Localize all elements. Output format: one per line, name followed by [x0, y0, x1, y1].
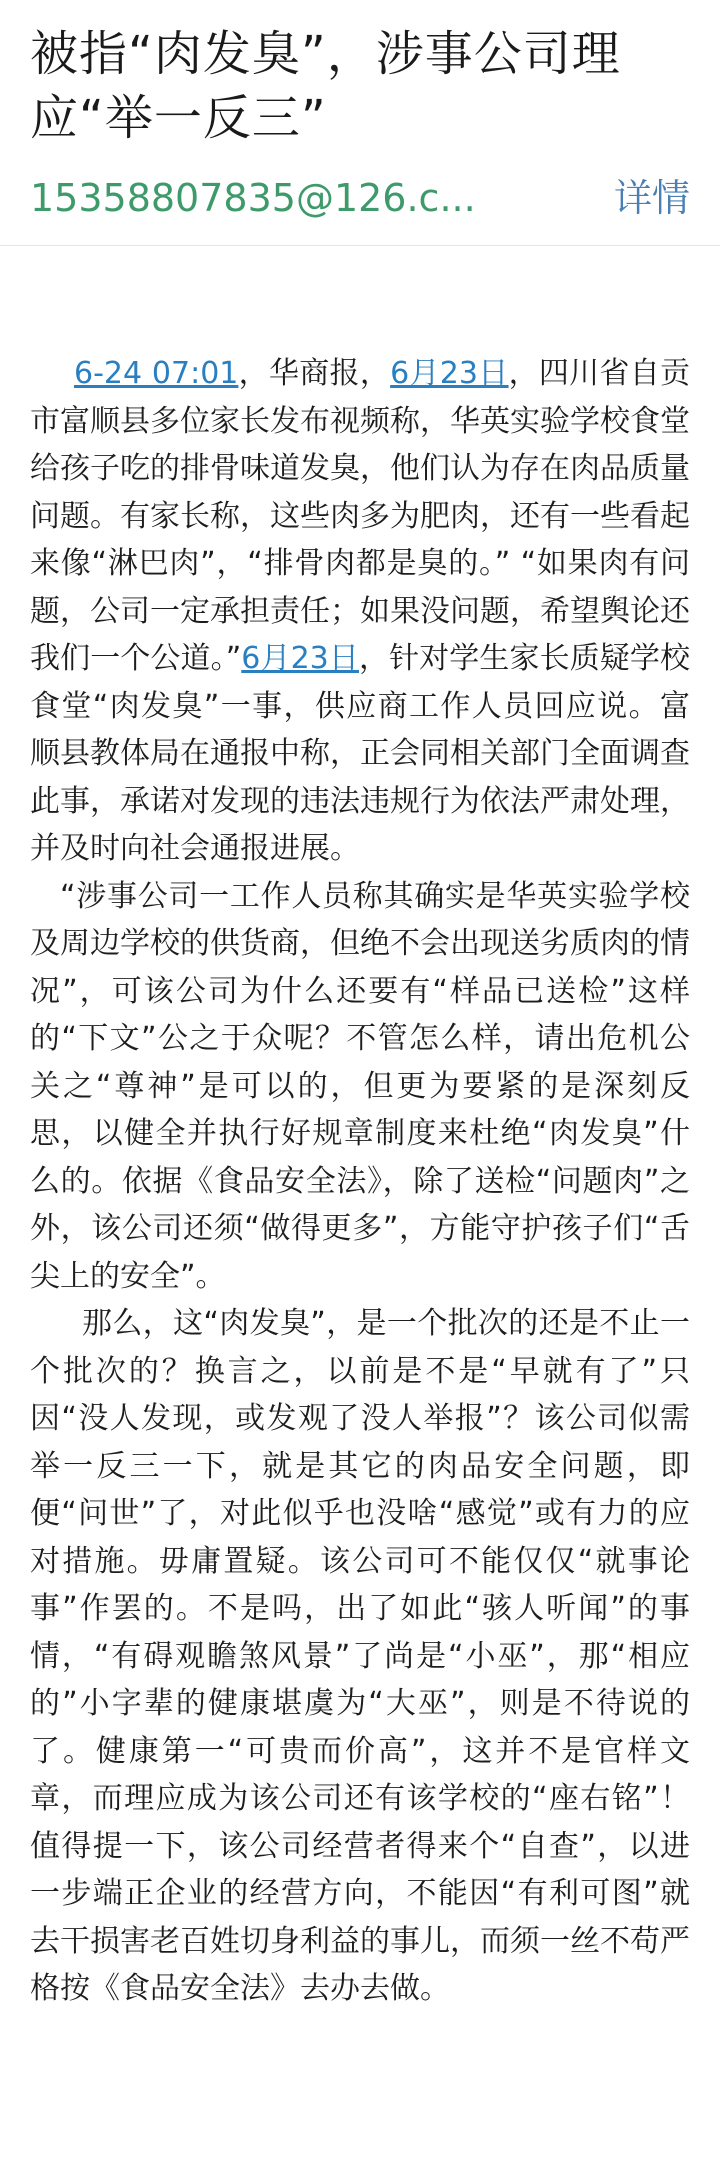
paragraph-text: ，四川省自贡市富顺县多位家长发布视频称，华英实验学校食堂给孩子吃的排骨味道发臭，他们认为存在肉品质量问题。有家长称，这些肉多为肥肉，还有一些看起来像“淋巴肉”，“排骨肉都是臭的。” “如果肉有问题，公司一定承担责任；如果没问题，希望舆论还我们一个公道。” [30, 356, 691, 676]
email-header [0, 0, 720, 246]
email-body [30, 350, 690, 2013]
paragraph: 那么，这“肉发臭”，是一个批次的还是不止一个批次的？换言之，以前是不是“早就有了”只因“没人发现，或发观了没人举报”？该公司似需举一反三一下，就是其它的肉品安全问题，即便“问世”了，对此似乎也没啥“感觉”或有力的应对措施。毋庸置疑。该公司可不能仅仅“就事论事”作罢的。不是吗，出了如此“骇人听闻”的事情，“有碍观瞻煞风景”了尚是“小巫”，那“相应的”小字辈的健康堪虞为“大巫”，则是不待说的了。健康第一“可贵而价高”，这并不是官样文章，而理应成为该公司还有该学校的“座右铭”！值得提一下，该公司经营者得来个“自查”，以进一步端正企业的经营方向，不能因“有利可图”就去干损害老百姓切身利益的事儿，而须一丝不苟严格按《食品安全法》去办去做。 [30, 1306, 690, 2006]
paragraph-text: ，针对学生家长质疑学校食堂“肉发臭”一事，供应商工作人员回应说。富顺县教体局在通报中称，正会同相关部门全面调查此事，承诺对发现的违法违规行为依法严肃处理，并及时向社会通报进展。 [30, 641, 691, 866]
sender-address[interactable]: 15358807835@126.c... [30, 176, 476, 220]
paragraph [30, 350, 690, 873]
paragraph: “涉事公司一工作人员称其确实是华英实验学校及周边学校的供货商，但绝不会出现送劣质肉的情况”，可该公司为什么还要有“样品已送检”这样的“下文”公之于众呢？不管怎么样，请出危机公关之“尊神”是可以的，但更为要紧的是深刻反思，以健全并执行好规章制度来杜绝“肉发臭”什么的。依据《食品安全法》，除了送检“问题肉”之外，该公司还须“做得更多”，方能守护孩子们“舌尖上的安全”。 [30, 878, 690, 1294]
time-link[interactable]: 6-24 07:01 [74, 356, 239, 391]
date-link[interactable]: 6月23日 [390, 356, 509, 391]
details-link[interactable]: 详情 [613, 176, 690, 220]
sender-row [30, 170, 690, 226]
email-subject: 被指“肉发臭”，涉事公司理应“举一反三” [30, 26, 621, 146]
paragraph-text: ，华商报， [238, 356, 391, 391]
date-link[interactable]: 6月23日 [241, 641, 359, 676]
